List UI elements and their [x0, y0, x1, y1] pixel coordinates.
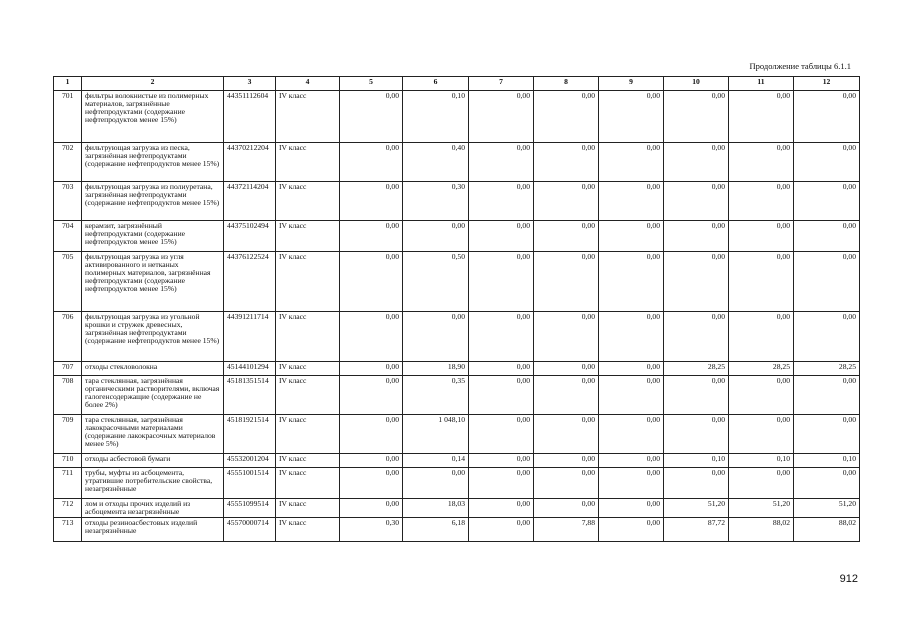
- value-cell: 0,00: [534, 468, 599, 499]
- value-cell: 28,25: [794, 362, 860, 376]
- fkko-code-cell: 45181351514: [224, 376, 276, 415]
- value-cell: 0,00: [794, 221, 860, 252]
- value-cell: 87,72: [664, 517, 729, 541]
- value-cell: 51,20: [664, 499, 729, 518]
- value-cell: 0,00: [599, 362, 664, 376]
- column-header: 7: [469, 77, 534, 91]
- table-row: [54, 415, 860, 454]
- waste-name-cell: фильтрующая загрузка из угольной крошки и стружек древесных, загрязнённая нефтепродуктами (содержание нефтепродуктов менее 15%): [82, 312, 224, 362]
- waste-name-cell: отходы резиноасбестовых изделий незагрязнённые: [82, 517, 224, 541]
- value-cell: 0,00: [534, 252, 599, 312]
- hazard-class-cell: IV класс: [276, 182, 340, 221]
- row-number-cell: 706: [54, 312, 82, 362]
- value-cell: 6,18: [403, 517, 469, 541]
- waste-name-cell: отходы стекловолокна: [82, 362, 224, 376]
- value-cell: 0,00: [729, 312, 794, 362]
- fkko-code-cell: 45532001204: [224, 454, 276, 468]
- value-cell: 7,88: [534, 517, 599, 541]
- value-cell: 0,00: [469, 415, 534, 454]
- value-cell: 0,00: [664, 143, 729, 182]
- value-cell: 0,00: [534, 499, 599, 518]
- value-cell: 0,00: [794, 182, 860, 221]
- value-cell: 0,00: [729, 143, 794, 182]
- value-cell: 0,00: [534, 91, 599, 143]
- value-cell: 0,00: [469, 91, 534, 143]
- table-row: [54, 454, 860, 468]
- value-cell: 0,00: [729, 182, 794, 221]
- value-cell: 0,00: [340, 499, 403, 518]
- value-cell: 88,02: [729, 517, 794, 541]
- column-header: 6: [403, 77, 469, 91]
- value-cell: 0,00: [340, 91, 403, 143]
- value-cell: 0,00: [340, 362, 403, 376]
- waste-name-cell: фильтрующая загрузка из песка, загрязнённая нефтепродуктами (содержание нефтепродуктов менее 15%): [82, 143, 224, 182]
- value-cell: 0,00: [729, 415, 794, 454]
- hazard-class-cell: IV класс: [276, 312, 340, 362]
- value-cell: 0,00: [664, 221, 729, 252]
- value-cell: 0,00: [664, 468, 729, 499]
- waste-name-cell: фильтрующая загрузка из угля активированного и нетканых полимерных материалов, загрязнённая нефтепродуктами (содержание нефтепродуктов менее 15%): [82, 252, 224, 312]
- value-cell: 0,00: [664, 376, 729, 415]
- fkko-code-cell: 44391211714: [224, 312, 276, 362]
- table-row: [54, 499, 860, 518]
- value-cell: 0,00: [794, 143, 860, 182]
- waste-name-cell: фильтры волокнистые из полимерных материалов, загрязнённые нефтепродуктами (содержание нефтепродуктов менее 15%): [82, 91, 224, 143]
- fkko-code-cell: 44351112604: [224, 91, 276, 143]
- value-cell: 0,10: [403, 91, 469, 143]
- table-row: [54, 362, 860, 376]
- value-cell: 0,00: [599, 499, 664, 518]
- value-cell: 0,35: [403, 376, 469, 415]
- value-cell: 0,00: [340, 143, 403, 182]
- column-header: 1: [54, 77, 82, 91]
- value-cell: 51,20: [794, 499, 860, 518]
- value-cell: 0,00: [794, 376, 860, 415]
- value-cell: 0,00: [599, 143, 664, 182]
- page-number: 912: [839, 573, 858, 585]
- value-cell: 0,00: [403, 221, 469, 252]
- value-cell: 0,00: [794, 468, 860, 499]
- value-cell: 0,00: [664, 312, 729, 362]
- value-cell: 0,00: [469, 376, 534, 415]
- value-cell: 0,10: [729, 454, 794, 468]
- table-row: [54, 468, 860, 499]
- waste-name-cell: отходы асбестовой бумаги: [82, 454, 224, 468]
- value-cell: 0,00: [599, 454, 664, 468]
- hazard-class-cell: IV класс: [276, 252, 340, 312]
- column-header: 9: [599, 77, 664, 91]
- value-cell: 0,00: [599, 517, 664, 541]
- value-cell: 0,00: [664, 91, 729, 143]
- value-cell: 0,30: [340, 517, 403, 541]
- value-cell: 0,00: [534, 182, 599, 221]
- value-cell: 0,00: [340, 252, 403, 312]
- value-cell: 28,25: [664, 362, 729, 376]
- table-row: [54, 376, 860, 415]
- table-row: [54, 312, 860, 362]
- value-cell: 0,00: [664, 182, 729, 221]
- waste-name-cell: тара стеклянная, загрязнённая лакокрасочными материалами (содержание лакокрасочных материалов менее 5%): [82, 415, 224, 454]
- value-cell: 0,00: [664, 252, 729, 312]
- value-cell: 0,30: [403, 182, 469, 221]
- value-cell: 0,00: [534, 221, 599, 252]
- value-cell: 0,00: [729, 468, 794, 499]
- value-cell: 0,10: [664, 454, 729, 468]
- hazard-class-cell: IV класс: [276, 143, 340, 182]
- value-cell: 0,00: [534, 362, 599, 376]
- value-cell: 0,00: [469, 252, 534, 312]
- waste-table: [53, 76, 860, 542]
- column-header: 5: [340, 77, 403, 91]
- row-number-cell: 708: [54, 376, 82, 415]
- value-cell: 0,00: [534, 376, 599, 415]
- table-row: [54, 517, 860, 541]
- value-cell: 0,00: [469, 143, 534, 182]
- value-cell: 1 048,10: [403, 415, 469, 454]
- hazard-class-cell: IV класс: [276, 468, 340, 499]
- value-cell: 0,00: [729, 221, 794, 252]
- table-row: [54, 252, 860, 312]
- row-number-cell: 710: [54, 454, 82, 468]
- value-cell: 0,00: [794, 252, 860, 312]
- row-number-cell: 711: [54, 468, 82, 499]
- value-cell: 0,00: [469, 499, 534, 518]
- row-number-cell: 709: [54, 415, 82, 454]
- fkko-code-cell: 44372114204: [224, 182, 276, 221]
- value-cell: 0,10: [794, 454, 860, 468]
- hazard-class-cell: IV класс: [276, 362, 340, 376]
- fkko-code-cell: 45551099514: [224, 499, 276, 518]
- value-cell: 0,00: [469, 182, 534, 221]
- value-cell: 0,00: [599, 252, 664, 312]
- hazard-class-cell: IV класс: [276, 91, 340, 143]
- fkko-code-cell: 44370212204: [224, 143, 276, 182]
- fkko-code-cell: 45570000714: [224, 517, 276, 541]
- value-cell: 0,00: [599, 91, 664, 143]
- fkko-code-cell: 45181921514: [224, 415, 276, 454]
- table-row: [54, 182, 860, 221]
- value-cell: 0,00: [794, 91, 860, 143]
- value-cell: 18,03: [403, 499, 469, 518]
- fkko-code-cell: 44376122524: [224, 252, 276, 312]
- value-cell: 0,00: [340, 182, 403, 221]
- value-cell: 0,50: [403, 252, 469, 312]
- fkko-code-cell: 45144101294: [224, 362, 276, 376]
- value-cell: 0,00: [340, 221, 403, 252]
- value-cell: 0,00: [729, 376, 794, 415]
- row-number-cell: 701: [54, 91, 82, 143]
- fkko-code-cell: 44375102494: [224, 221, 276, 252]
- column-header: 2: [82, 77, 224, 91]
- fkko-code-cell: 45551001514: [224, 468, 276, 499]
- value-cell: 28,25: [729, 362, 794, 376]
- value-cell: 0,00: [469, 312, 534, 362]
- value-cell: 0,00: [340, 454, 403, 468]
- value-cell: 0,00: [469, 221, 534, 252]
- value-cell: 0,00: [599, 312, 664, 362]
- row-number-cell: 704: [54, 221, 82, 252]
- hazard-class-cell: IV класс: [276, 221, 340, 252]
- row-number-cell: 702: [54, 143, 82, 182]
- value-cell: 0,00: [729, 252, 794, 312]
- row-number-cell: 705: [54, 252, 82, 312]
- value-cell: 0,00: [534, 312, 599, 362]
- waste-name-cell: трубы, муфты из асбоцемента, утратившие потребительские свойства, незагрязнённые: [82, 468, 224, 499]
- row-number-cell: 712: [54, 499, 82, 518]
- value-cell: 0,00: [340, 376, 403, 415]
- column-header: 3: [224, 77, 276, 91]
- value-cell: 51,20: [729, 499, 794, 518]
- hazard-class-cell: IV класс: [276, 517, 340, 541]
- value-cell: 88,02: [794, 517, 860, 541]
- value-cell: 0,00: [534, 143, 599, 182]
- column-header: 11: [729, 77, 794, 91]
- value-cell: 0,00: [599, 468, 664, 499]
- value-cell: 0,00: [664, 415, 729, 454]
- waste-name-cell: фильтрующая загрузка из полиуретана, загрязнённая нефтепродуктами (содержание нефтепродуктов менее 15%): [82, 182, 224, 221]
- value-cell: 0,00: [403, 312, 469, 362]
- waste-name-cell: лом и отходы прочих изделий из асбоцемента незагрязнённые: [82, 499, 224, 518]
- row-number-cell: 707: [54, 362, 82, 376]
- value-cell: 0,00: [729, 91, 794, 143]
- header-row: [54, 77, 860, 91]
- hazard-class-cell: IV класс: [276, 415, 340, 454]
- value-cell: 0,00: [794, 312, 860, 362]
- value-cell: 0,00: [469, 362, 534, 376]
- value-cell: 0,00: [340, 312, 403, 362]
- value-cell: 0,00: [340, 468, 403, 499]
- waste-name-cell: тара стеклянная, загрязнённая органическими растворителями, включая галогенсодержащие (содержание не более 2%): [82, 376, 224, 415]
- table-row: [54, 221, 860, 252]
- column-header: 10: [664, 77, 729, 91]
- value-cell: 0,00: [599, 221, 664, 252]
- column-header: 4: [276, 77, 340, 91]
- table-row: [54, 91, 860, 143]
- value-cell: 0,40: [403, 143, 469, 182]
- table-caption: Продолжение таблицы 6.1.1: [749, 61, 851, 71]
- column-header: 8: [534, 77, 599, 91]
- value-cell: 0,00: [599, 376, 664, 415]
- table-row: [54, 143, 860, 182]
- value-cell: 0,00: [469, 468, 534, 499]
- value-cell: 0,00: [469, 454, 534, 468]
- value-cell: 0,00: [599, 182, 664, 221]
- value-cell: 0,00: [403, 468, 469, 499]
- waste-name-cell: керамзит, загрязнённый нефтепродуктами (содержание нефтепродуктов менее 15%): [82, 221, 224, 252]
- hazard-class-cell: IV класс: [276, 454, 340, 468]
- value-cell: 0,00: [794, 415, 860, 454]
- hazard-class-cell: IV класс: [276, 499, 340, 518]
- value-cell: 0,00: [534, 454, 599, 468]
- value-cell: 0,00: [469, 517, 534, 541]
- value-cell: 0,00: [340, 415, 403, 454]
- row-number-cell: 703: [54, 182, 82, 221]
- value-cell: 0,00: [599, 415, 664, 454]
- value-cell: 18,90: [403, 362, 469, 376]
- column-header: 12: [794, 77, 860, 91]
- row-number-cell: 713: [54, 517, 82, 541]
- value-cell: 0,14: [403, 454, 469, 468]
- value-cell: 0,00: [534, 415, 599, 454]
- hazard-class-cell: IV класс: [276, 376, 340, 415]
